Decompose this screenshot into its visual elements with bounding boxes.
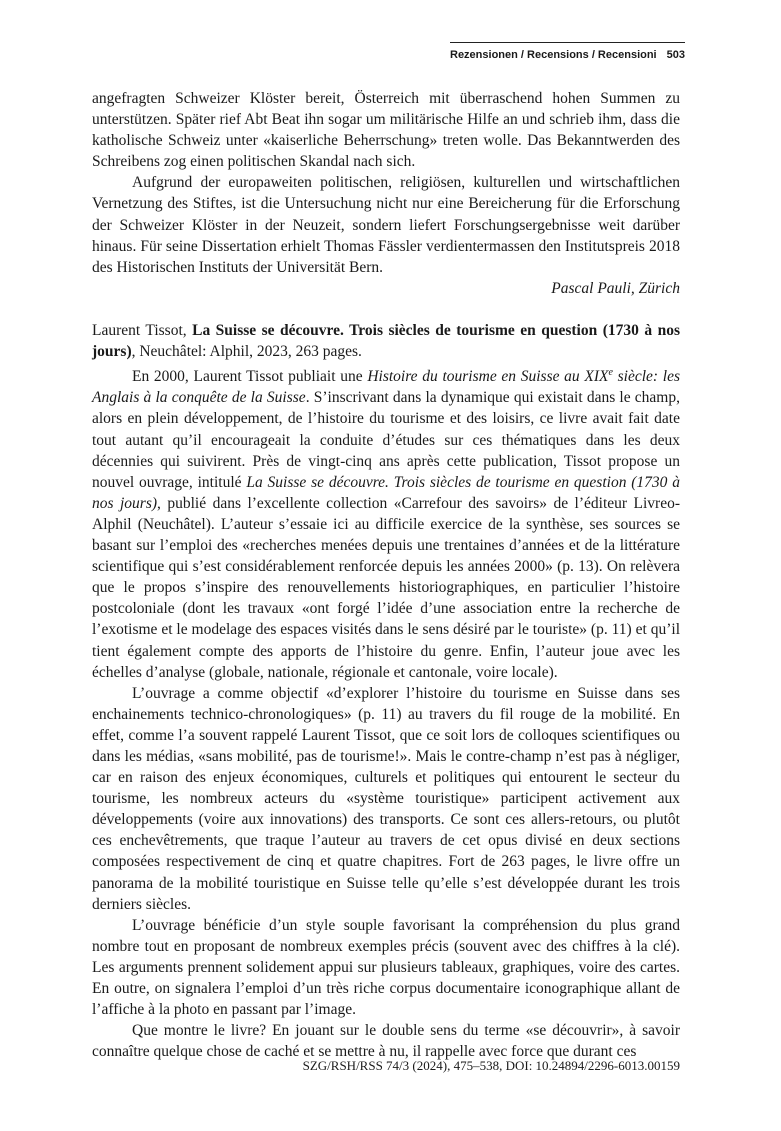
review1-signature: Pascal Pauli, Zürich bbox=[551, 279, 680, 297]
footer-citation: SZG/RSH/RSS 74/3 (2024), 475–538, DOI: 10.24894/2296-6013.00159 bbox=[302, 1058, 680, 1073]
review2-paragraph-1 bbox=[92, 362, 680, 683]
italic-book-title-2: La Suisse se découvre. Trois siècles de tourisme en question (1730 à nos jours) bbox=[92, 473, 680, 512]
text-run: , publié dans l’excellente collection «Carrefour des savoirs» de l’éditeur Livreo-Alphil (Neuchâtel). L’auteur s’essaie ici au difficile exercice de la synthèse, ses sources se basant sur l’emploi des «recherches menées depuis une trentaines d’années et de la littérature scientifique qui s’est considérablement renforcée depuis les années 2000» (p. 13). On relèvera que le propos s’inspire des renouvellements historiographiques, en particulier l’histoire postcoloniale (dont les travaux «ont forgé l’idée d’une association entre la recherche de l’exotisme et le modelage des espaces visités dans le sens désiré par le touriste» (p. 11) et qu’il tient également compte des apports de l’histoire du genre. Enfin, l’auteur joue avec les échelles d’analyse (globale, nationale, régionale et cantonale, voire locale). bbox=[92, 494, 680, 681]
review2-publisher: , Neuchâtel: Alphil, 2023, 263 pages. bbox=[131, 343, 362, 361]
italic-book-title: Histoire du tourisme en Suisse au XIX bbox=[367, 368, 609, 386]
review2-book-title: La Suisse se découvre. Trois siècles de tourisme en question (1730 à nos jours) bbox=[92, 321, 680, 361]
header-rule bbox=[450, 42, 685, 43]
review2-paragraph-2: L’ouvrage a comme objectif «d’explorer l’histoire du tourisme en Suisse dans ses enchainements technico-chronologiques» (p. 11) au travers du fil rouge de la mobilité. En effet, comme l’a souvent rappelé Laurent Tissot, que ce soit lors de colloques scientifiques ou dans les médias, «sans mobilité, pas de tourisme!». Mais le contre-champ n’est pas à négliger, car en raison des enjeux économiques, culturels et politiques qui entourent le secteur du tourisme, les nombreux acteurs du «système touristique» participent activement aux développements (voire aux innovations) des transports. Ce sont ces allers-retours, ou plutôt ces enchevêtrements, que traque l’auteur au travers de cet opus divisé en deux sections composées respectivement de cinq et quatre chapitres. Fort de 263 pages, le livre offre un panorama de la mobilité touristique en Suisse telle qu’elle s’est développée durant les trois derniers siècles. bbox=[92, 684, 680, 913]
italic-book-title-cont: siècle: les Anglais à la conquête de la Suisse bbox=[92, 368, 681, 407]
running-header bbox=[450, 46, 685, 64]
text-run: . S’inscrivant dans la dynamique qui existait dans le champ, alors en plein développement, de l’histoire du tourisme et des loisirs, ce livre avait fait date tout autant qu’il encourageait la conduite d’études sur ces thématiques dans les deux décennies qui suivirent. Près de vingt-cinq ans après cette publication, Tissot propose un nouvel ouvrage, intitulé bbox=[92, 389, 680, 491]
superscript: e bbox=[608, 367, 613, 379]
review2-paragraph-3: L’ouvrage bénéficie d’un style souple favorisant la compréhension du plus grand nombre tout en proposant de nombreux exemples précis (souvent avec des chiffres à la clé). Les arguments prennent solidement appui sur plusieurs tableaux, graphiques, voire des cartes. En outre, on signalera l’emploi d’un très riche corpus documentaire iconographique allant de l’affiche à la photo en passant par l’image. bbox=[92, 916, 680, 1019]
review2-author: Laurent Tissot, bbox=[92, 321, 193, 339]
review2-paragraph-4: Que montre le livre? En jouant sur le double sens du terme «se découvrir», à savoir connaître quelque chose de caché et se mettre à nu, il rappelle avec force que durant ces bbox=[92, 1022, 680, 1061]
text-run: En 2000, Laurent Tissot publiait une bbox=[132, 368, 368, 386]
review1-paragraph-2: Aufgrund der europaweiten politischen, religiösen, kulturellen und wirtschaftlichen Vernetzung des Stiftes, ist die Untersuchung nicht nur eine Bereicherung für die Erforschung der Schweizer Klöster in der Neuzeit, sondern liefert Forschungsergebnisse weit darüber hinaus. Für seine Dissertation erhielt Thomas Fässler verdientermassen den Institutspreis 2018 des Historischen Instituts der Universität Bern. bbox=[92, 174, 680, 276]
page-number: 503 bbox=[666, 49, 685, 61]
review-separator bbox=[92, 299, 680, 320]
review1-paragraph-1: angefragten Schweizer Klöster bereit, Österreich mit überraschend hohen Summen zu unterstützen. Später rief Abt Beat ihn sogar um militärische Hilfe an und schrieb ihm, dass die katholische Schweiz unter «kaiserliche Beherrschung» treten wolle. Das Bekanntwerden des Schreibens zog einen politischen Skandal nach sich. bbox=[92, 90, 680, 171]
running-title: Rezensionen / Recensions / Recensioni bbox=[450, 49, 657, 61]
review2-citation bbox=[92, 320, 680, 362]
body-text bbox=[92, 88, 680, 1062]
